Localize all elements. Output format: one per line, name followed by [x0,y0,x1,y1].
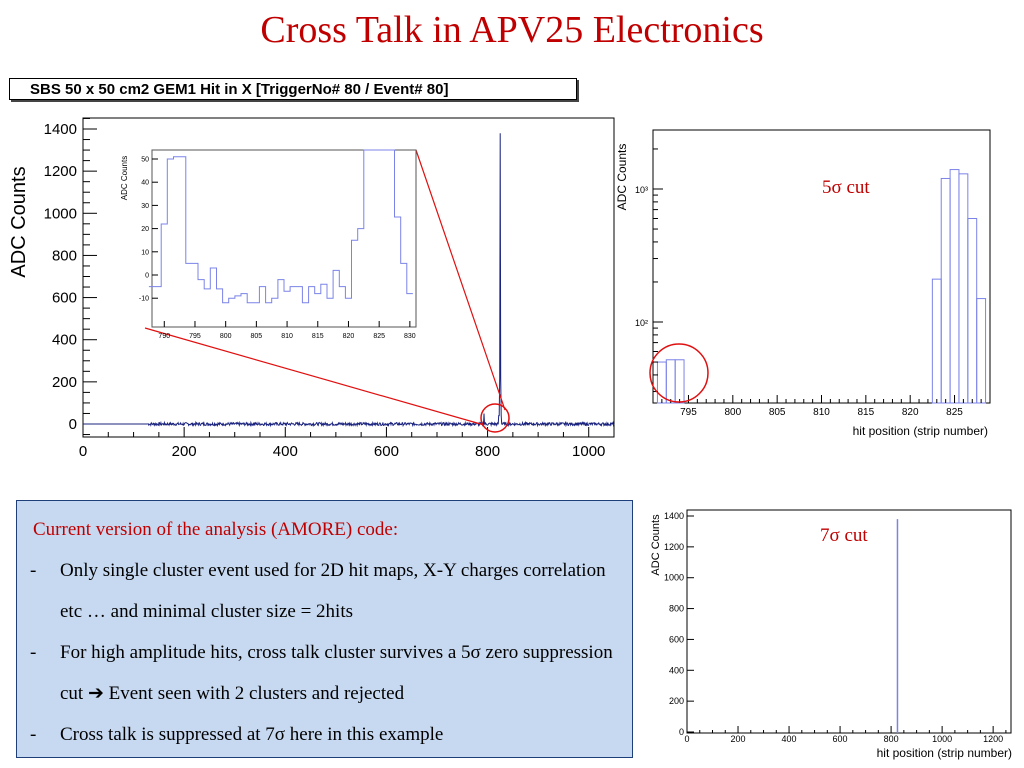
inset-x-tick-label: 795 [189,333,201,340]
inset-chart [120,150,416,340]
cut7-y-tick-label: 400 [668,665,684,676]
y-tick-label: 1000 [43,205,77,223]
y-tick-label: 200 [51,373,77,391]
cut5-x-axis-label: hit position (strip number) [852,424,988,438]
cut5-bar [950,170,959,403]
x-tick-label: 800 [475,443,501,460]
cut5-x-tick-label: 800 [724,407,742,418]
cut5-bar [941,178,950,403]
inset-x-tick-label: 820 [342,333,355,340]
cut7-x-tick-label: 1200 [983,734,1004,744]
cut7-y-tick-label: 1000 [663,572,684,583]
cut7-y-tick-label: 600 [668,634,684,645]
y-tick-label: 600 [51,289,77,307]
cut5-x-tick-label: 820 [901,407,919,418]
cut7-y-tick-label: 800 [668,603,684,614]
bullet-dash: - [30,724,37,745]
bullet-dash: - [30,642,37,663]
cut5-frame [653,130,990,403]
inset-y-tick-label: 50 [141,156,149,164]
cut7-x-tick-label: 800 [883,734,899,744]
cut5-y-tick-label: 10³ [634,185,648,195]
x-tick-label: 1000 [572,443,606,460]
bullet-text: For high amplitude hits, cross talk cluster survives a 5σ zero suppression cut ➔ Event seen with 2 clusters and rejected [60,642,613,704]
cut7-y-tick-label: 1400 [663,511,684,521]
cut5-crosstalk-circle [650,344,708,402]
y-tick-label: 1200 [43,163,77,181]
cut7-chart [650,510,1012,760]
y-tick-label: 400 [51,331,77,349]
cut5-bar [977,299,986,403]
inset-x-tick-label: 810 [281,333,293,340]
cut5-y-axis-label: ADC Counts [615,143,629,211]
inset-y-tick-label: 10 [141,249,149,257]
cut5-bar [968,219,977,403]
cut7-x-tick-label: 400 [781,734,797,744]
inset-x-tick-label: 790 [158,333,171,340]
cut5-bar [675,360,684,403]
cut7-x-axis-label: hit position (strip number) [876,746,1012,760]
inset-frame [152,150,416,327]
zoom-line-lower [145,328,484,425]
inset-y-tick-label: 40 [141,179,149,187]
cut5-x-tick-label: 810 [813,407,830,418]
cut5-bar [959,174,968,403]
bullet-text: Only single cluster event used for 2D hit maps, X-Y charges correlation etc … and minimal cluster size = 2hits [60,560,606,622]
bullet-dash: - [30,560,37,581]
main-y-axis-label: ADC Counts [8,166,30,278]
inset-y-tick-label: -10 [138,295,149,303]
cut7-x-tick-label: 200 [730,734,746,744]
x-tick-label: 600 [373,443,399,460]
cut5-y-tick-label: 10² [634,318,648,328]
y-tick-label: 0 [68,416,77,433]
cut5-x-tick-label: 805 [768,407,786,418]
cut7-label: 7σ cut [820,525,868,546]
cut5-bar [666,360,675,403]
inset-y-tick-label: 20 [141,226,149,234]
info-heading: Current version of the analysis (AMORE) code: [33,519,399,540]
inset-y-tick-label: 0 [145,272,149,280]
slide-title: Cross Talk in APV25 Electronics [260,9,764,51]
inset-x-tick-label: 825 [373,333,386,340]
cut5-chart [615,130,990,438]
cut7-x-tick-label: 1000 [932,734,953,744]
x-tick-label: 400 [272,443,298,460]
cut5-x-tick-label: 815 [857,407,875,418]
y-tick-label: 1400 [43,121,77,138]
cut7-y-tick-label: 200 [668,696,684,707]
x-tick-label: 200 [171,443,197,460]
cut7-y-axis-label: ADC Counts [650,514,662,576]
cut5-bar [932,279,941,403]
cut5-x-tick-label: 825 [946,407,963,418]
cut5-x-tick-label: 795 [680,407,697,418]
inset-x-tick-label: 805 [250,333,263,340]
cut7-y-tick-label: 0 [678,727,684,737]
cut7-x-tick-label: 600 [832,734,848,744]
main-plot-title: SBS 50 x 50 cm2 GEM1 Hit in X [TriggerNo# 80 / Event# 80] [9,78,577,100]
cut7-y-tick-label: 1200 [663,541,684,552]
bullet-text: Cross talk is suppressed at 7σ here in this example [60,724,444,745]
x-tick-label: 0 [78,443,88,460]
inset-y-tick-label: 30 [141,202,149,210]
inset-x-tick-label: 800 [219,333,232,340]
zoom-line-upper [416,150,505,410]
cut5-label: 5σ cut [822,177,870,198]
cut7-x-tick-label: 0 [684,734,690,744]
inset-x-tick-label: 815 [311,333,324,340]
y-tick-label: 800 [51,247,77,265]
info-box [16,500,633,758]
inset-x-tick-label: 830 [404,333,416,340]
inset-y-axis-label: ADC Counts [120,155,129,201]
